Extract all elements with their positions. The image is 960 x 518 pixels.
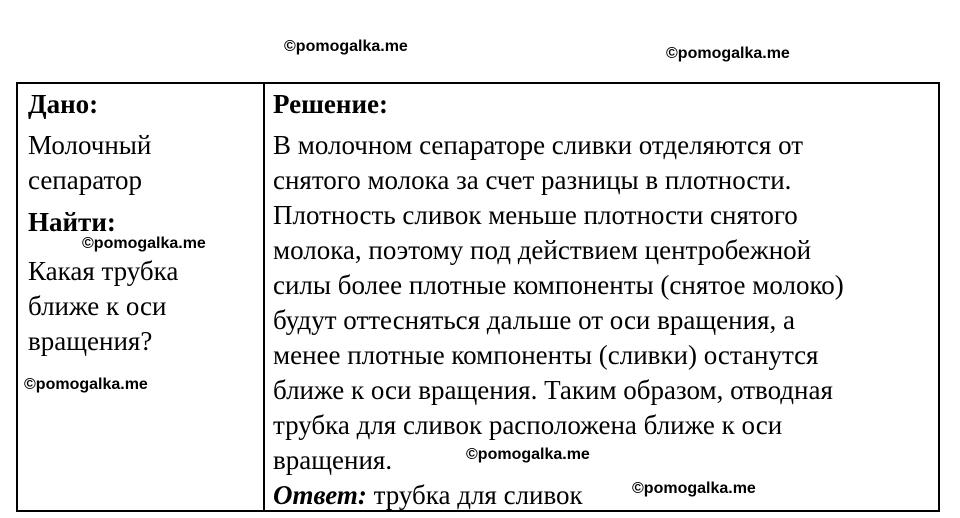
watermark: ©pomogalka.me — [666, 45, 790, 62]
given-line: Молочный — [28, 130, 152, 160]
answer-value: трубка для сливок — [373, 480, 583, 510]
solution-line: снятого молока за счет разницы в плотности. — [273, 165, 792, 195]
watermark: ©pomogalka.me — [466, 446, 590, 463]
watermark: ©pomogalka.me — [632, 480, 756, 497]
find-line: Какая трубка — [28, 256, 179, 286]
solution-line: трубка для сливок расположена ближе к оси — [273, 410, 783, 440]
given-find-column — [28, 88, 258, 359]
answer-label: Ответ: — [273, 480, 367, 510]
solution-line: молока, поэтому под действием центробежной — [273, 235, 812, 265]
watermark: ©pomogalka.me — [284, 38, 408, 55]
find-heading: Найти: — [28, 207, 116, 237]
solution-line: менее плотные компоненты (сливки) останутся — [273, 340, 819, 370]
solution-heading: Решение: — [273, 89, 388, 119]
solution-line: ближе к оси вращения. Таким образом, отводная — [273, 375, 833, 405]
given-value — [28, 128, 258, 198]
column-divider — [263, 84, 265, 510]
given-line: сепаратор — [28, 165, 142, 195]
find-line: вращения? — [28, 326, 153, 356]
solution-text — [273, 128, 938, 478]
solution-line: будут оттесняться дальше от оси вращения, а — [273, 305, 795, 335]
find-value — [28, 254, 258, 359]
watermark: ©pomogalka.me — [24, 376, 148, 393]
given-heading: Дано: — [28, 89, 99, 119]
solution-line: Плотность сливок меньше плотности снятого — [273, 200, 798, 230]
answer-line — [273, 478, 938, 513]
solution-line: силы более плотные компоненты (снятое молоко) — [273, 270, 844, 300]
watermark: ©pomogalka.me — [82, 235, 206, 252]
solution-column — [273, 88, 938, 513]
solution-line: В молочном сепараторе сливки отделяются от — [273, 130, 804, 160]
find-line: ближе к оси — [28, 291, 167, 321]
solution-line: вращения. — [273, 445, 393, 475]
